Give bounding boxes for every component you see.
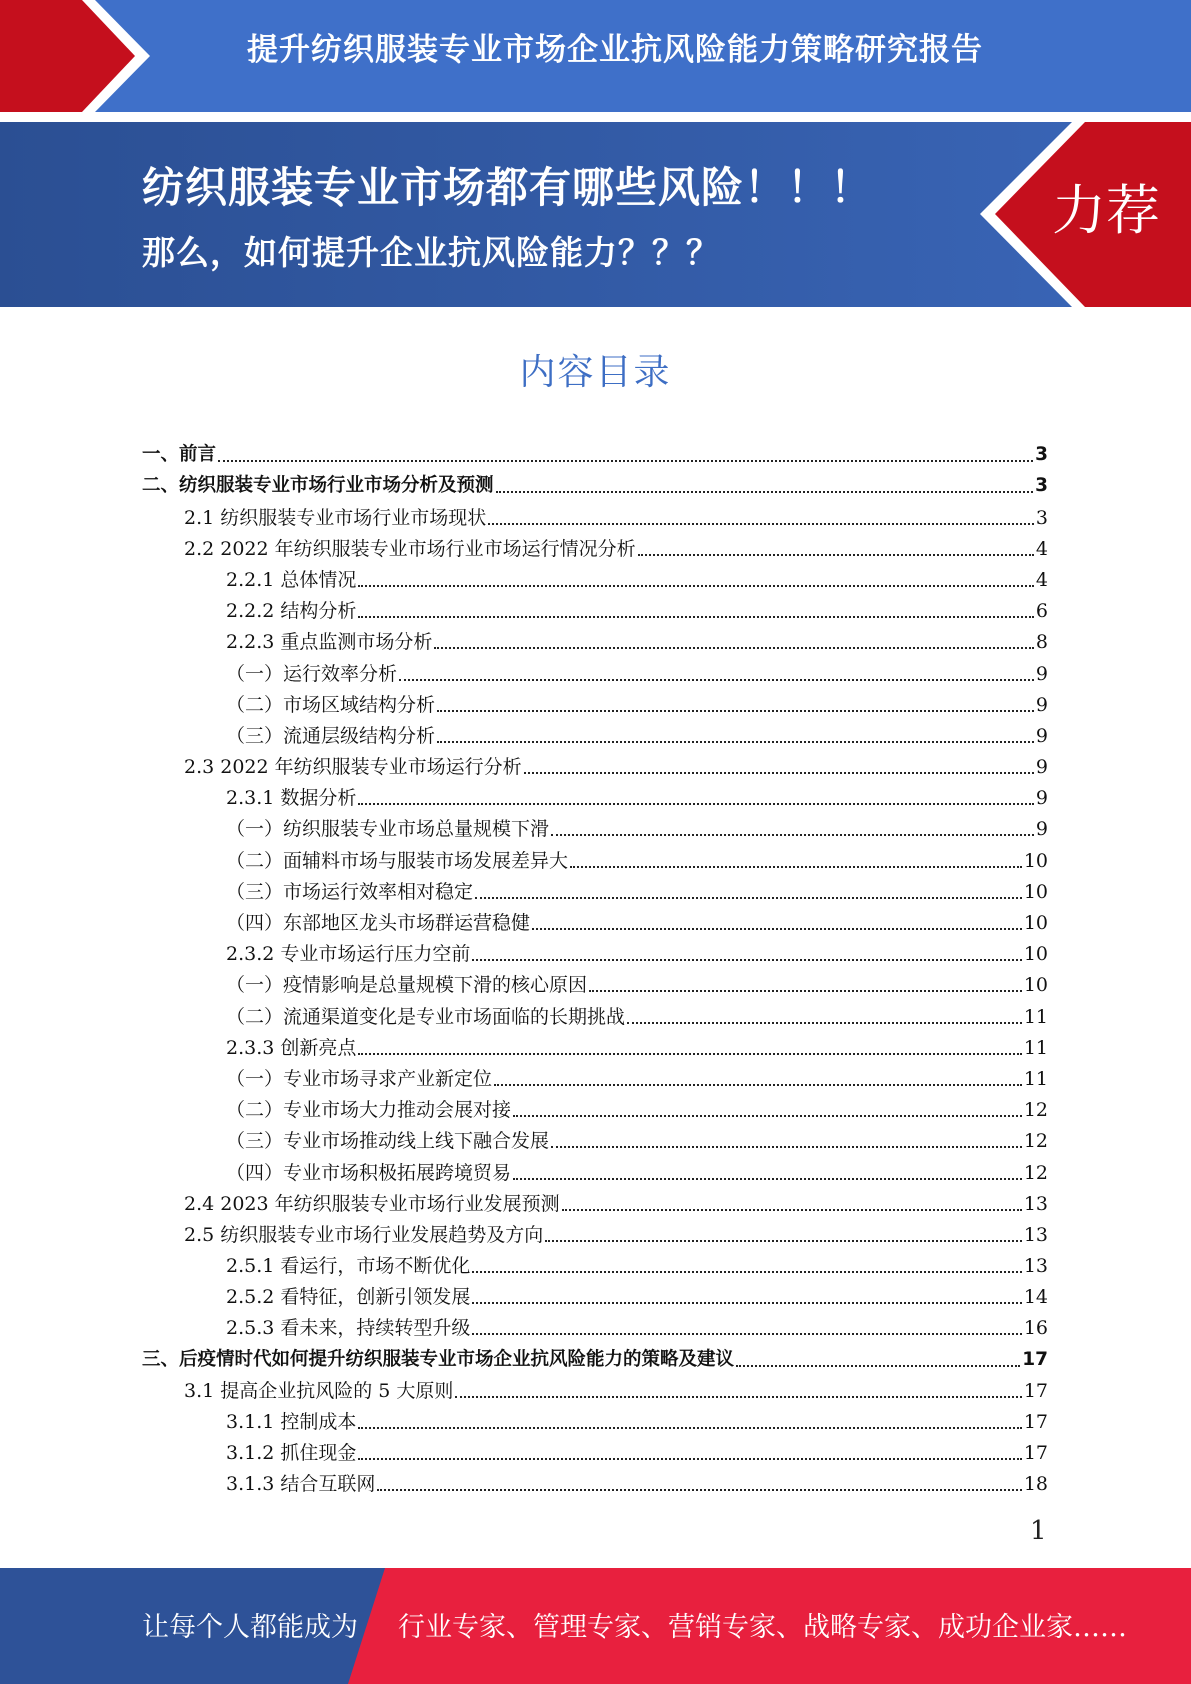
toc-entry-title: 2.2.1 总体情况	[226, 568, 357, 591]
toc-dot-leader	[358, 585, 1034, 587]
toc-dot-leader	[434, 647, 1034, 649]
recommend-badge: 力荐	[1052, 179, 1160, 242]
toc-dot-leader	[496, 491, 1034, 493]
toc-entry-title: （二）流通渠道变化是专业市场面临的长期挑战	[226, 1005, 626, 1028]
toc-entry-title: （一）运行效率分析	[226, 662, 398, 685]
toc-entry-page: 13	[1023, 1255, 1048, 1278]
toc-dot-leader	[638, 554, 1034, 556]
table-of-contents	[142, 437, 1048, 1497]
toc-entry-title: （三）流通层级结构分析	[226, 724, 436, 747]
toc-entry-page: 17	[1022, 1348, 1048, 1370]
toc-entry-title: （四）专业市场积极拓展跨境贸易	[226, 1161, 512, 1184]
toc-entry-page: 9	[1035, 662, 1048, 685]
toc-entry[interactable]	[142, 998, 1048, 1029]
toc-entry[interactable]	[142, 499, 1048, 530]
toc-entry-page: 4	[1035, 568, 1048, 591]
toc-entry-title: 3.1.1 控制成本	[226, 1411, 357, 1433]
toc-entry-title: （三）市场运行效率相对稳定	[226, 880, 474, 903]
toc-dot-leader	[532, 928, 1022, 930]
toc-entry[interactable]	[142, 687, 1048, 718]
toc-entry[interactable]	[142, 1154, 1048, 1185]
toc-dot-leader	[488, 523, 1034, 525]
report-title: 提升纺织服装专业市场企业抗风险能力策略研究报告	[247, 32, 983, 68]
toc-entry[interactable]	[142, 1279, 1048, 1310]
toc-entry-title: 2.2 2022 年纺织服装专业市场行业市场运行情况分析	[184, 537, 636, 560]
toc-entry-page: 12	[1023, 1099, 1048, 1122]
toc-entry-title: 2.3.3 创新亮点	[226, 1036, 357, 1059]
toc-entry-title: 2.5 纺织服装专业市场行业发展趋势及方向	[184, 1223, 544, 1246]
toc-entry-page: 17	[1023, 1411, 1048, 1433]
toc-entry[interactable]	[142, 1217, 1048, 1248]
toc-heading: 内容目录	[519, 352, 672, 393]
toc-entry-page: 13	[1023, 1223, 1048, 1246]
toc-entry-title: 3.1.3 结合互联网	[226, 1473, 376, 1496]
toc-entry[interactable]	[142, 718, 1048, 749]
toc-dot-leader	[377, 1489, 1021, 1491]
toc-dot-leader	[472, 1302, 1021, 1304]
toc-entry-page: 13	[1023, 1192, 1048, 1215]
toc-entry-page: 9	[1035, 818, 1048, 841]
toc-dot-leader	[472, 1271, 1021, 1273]
toc-entry[interactable]	[142, 936, 1048, 967]
toc-dot-leader	[736, 1365, 1020, 1367]
toc-entry[interactable]	[142, 1030, 1048, 1061]
toc-entry-title: 2.5.3 看未来，持续转型升级	[226, 1317, 471, 1340]
toc-entry[interactable]	[142, 655, 1048, 686]
toc-dot-leader	[358, 1053, 1021, 1055]
toc-entry[interactable]	[142, 1248, 1048, 1279]
toc-entry-title: 二、纺织服装专业市场行业市场分析及预测	[142, 475, 494, 497]
toc-dot-leader	[358, 616, 1034, 618]
toc-entry-page: 12	[1023, 1130, 1048, 1153]
toc-entry-page: 6	[1035, 600, 1048, 623]
toc-dot-leader	[494, 1084, 1022, 1086]
toc-entry-page: 11	[1023, 1005, 1048, 1028]
toc-dot-leader	[437, 741, 1034, 743]
toc-entry-title: 2.3 2022 年纺织服装专业市场运行分析	[184, 756, 522, 779]
toc-entry[interactable]	[142, 593, 1048, 624]
toc-dot-leader	[455, 1396, 1021, 1398]
toc-entry-page: 16	[1023, 1317, 1048, 1340]
hero-headline: 纺织服装专业市场都有哪些风险！！！	[142, 163, 874, 212]
toc-entry-page: 9	[1035, 756, 1048, 779]
toc-entry-page: 3	[1035, 506, 1048, 529]
toc-dot-leader	[472, 1333, 1021, 1335]
toc-entry[interactable]	[142, 1373, 1048, 1404]
toc-entry[interactable]	[142, 624, 1048, 655]
toc-entry-title: （二）市场区域结构分析	[226, 693, 436, 716]
toc-entry-page: 3	[1035, 475, 1048, 497]
toc-entry[interactable]	[142, 780, 1048, 811]
toc-entry-page: 11	[1023, 1036, 1048, 1059]
toc-entry[interactable]	[142, 531, 1048, 562]
toc-entry[interactable]	[142, 1123, 1048, 1154]
toc-entry-page: 12	[1023, 1161, 1048, 1184]
toc-entry[interactable]	[142, 905, 1048, 936]
toc-entry-page: 14	[1023, 1286, 1048, 1309]
toc-entry[interactable]	[142, 1061, 1048, 1092]
toc-entry[interactable]	[142, 811, 1048, 842]
toc-entry-page: 9	[1035, 724, 1048, 747]
toc-entry-title: 3.1 提高企业抗风险的 5 大原则	[184, 1379, 454, 1402]
toc-entry-page: 17	[1023, 1379, 1048, 1402]
toc-entry-page: 18	[1023, 1473, 1048, 1496]
toc-entry-page: 11	[1023, 1067, 1048, 1090]
toc-entry-title: 2.5.2 看特征，创新引领发展	[226, 1286, 471, 1309]
toc-dot-leader	[570, 866, 1022, 868]
toc-entry-title: （四）东部地区龙头市场群运营稳健	[226, 912, 531, 934]
toc-entry-page: 10	[1023, 943, 1048, 966]
toc-entry[interactable]	[142, 1341, 1048, 1372]
toc-entry-page: 9	[1035, 693, 1048, 716]
toc-entry[interactable]	[142, 1186, 1048, 1217]
toc-entry-title: （二）面辅料市场与服装市场发展差异大	[226, 849, 569, 872]
toc-dot-leader	[472, 959, 1021, 961]
toc-dot-leader	[513, 1115, 1022, 1117]
toc-entry[interactable]	[142, 842, 1048, 873]
toc-entry-page: 3	[1035, 444, 1048, 466]
toc-entry-title: 3.1.2 抓住现金	[226, 1442, 357, 1465]
toc-entry-page: 10	[1023, 912, 1048, 934]
toc-dot-leader	[589, 990, 1022, 992]
toc-entry[interactable]	[142, 1092, 1048, 1123]
toc-entry-page: 4	[1035, 537, 1048, 560]
toc-entry-title: 2.2.3 重点监测市场分析	[226, 631, 433, 654]
toc-entry[interactable]	[142, 1435, 1048, 1466]
toc-entry[interactable]	[142, 1404, 1048, 1435]
toc-dot-leader	[627, 1022, 1022, 1024]
toc-dot-leader	[399, 679, 1034, 681]
toc-entry-title: （三）专业市场推动线上线下融合发展	[226, 1130, 550, 1153]
toc-entry-title: 三、后疫情时代如何提升纺织服装专业市场企业抗风险能力的策略及建议	[142, 1348, 735, 1370]
toc-entry-page: 8	[1035, 631, 1048, 654]
toc-entry[interactable]	[142, 874, 1048, 905]
toc-entry-title: 2.2.2 结构分析	[226, 600, 357, 623]
toc-entry-title: 2.3.1 数据分析	[226, 787, 357, 810]
toc-dot-leader	[551, 1146, 1022, 1148]
toc-entry-title: （二）专业市场大力推动会展对接	[226, 1099, 512, 1122]
footer-slogan-right: 行业专家、管理专家、营销专家、战略专家、成功企业家……	[398, 1612, 1127, 1643]
toc-entry-title: 一、前言	[142, 444, 217, 466]
toc-dot-leader	[358, 1458, 1021, 1460]
hero-subheadline: 那么，如何提升企业抗风险能力？？？	[142, 233, 720, 272]
toc-dot-leader	[562, 1209, 1022, 1211]
toc-dot-leader	[524, 772, 1034, 774]
toc-dot-leader	[475, 897, 1022, 899]
toc-entry-title: 2.1 纺织服装专业市场行业市场现状	[184, 506, 487, 529]
footer-slogan-left: 让每个人都能成为	[142, 1612, 358, 1643]
toc-entry-title: 2.3.2 专业市场运行压力空前	[226, 943, 471, 966]
toc-entry-title: （一）纺织服装专业市场总量规模下滑	[226, 818, 550, 841]
toc-entry[interactable]	[142, 562, 1048, 593]
toc-entry-title: 2.4 2023 年纺织服装专业市场行业发展预测	[184, 1192, 560, 1215]
toc-entry[interactable]	[142, 468, 1048, 499]
toc-entry[interactable]	[142, 437, 1048, 468]
page-number: 1	[1030, 1516, 1047, 1546]
toc-dot-leader	[513, 1178, 1022, 1180]
toc-dot-leader	[358, 803, 1034, 805]
toc-entry[interactable]	[142, 1310, 1048, 1341]
toc-entry[interactable]	[142, 1466, 1048, 1497]
toc-dot-leader	[218, 460, 1033, 462]
toc-dot-leader	[545, 1240, 1022, 1242]
toc-entry-page: 10	[1023, 849, 1048, 872]
toc-entry[interactable]	[142, 967, 1048, 998]
toc-entry[interactable]	[142, 749, 1048, 780]
toc-entry-title: （一）疫情影响是总量规模下滑的核心原因	[226, 974, 588, 997]
toc-entry-title: （一）专业市场寻求产业新定位	[226, 1067, 493, 1090]
toc-entry-page: 10	[1023, 974, 1048, 997]
toc-entry-page: 10	[1023, 880, 1048, 903]
toc-dot-leader	[551, 834, 1034, 836]
toc-entry-title: 2.5.1 看运行，市场不断优化	[226, 1255, 471, 1278]
toc-dot-leader	[358, 1427, 1021, 1429]
toc-dot-leader	[437, 710, 1034, 712]
toc-entry-page: 9	[1035, 787, 1048, 810]
toc-entry-page: 17	[1023, 1442, 1048, 1465]
